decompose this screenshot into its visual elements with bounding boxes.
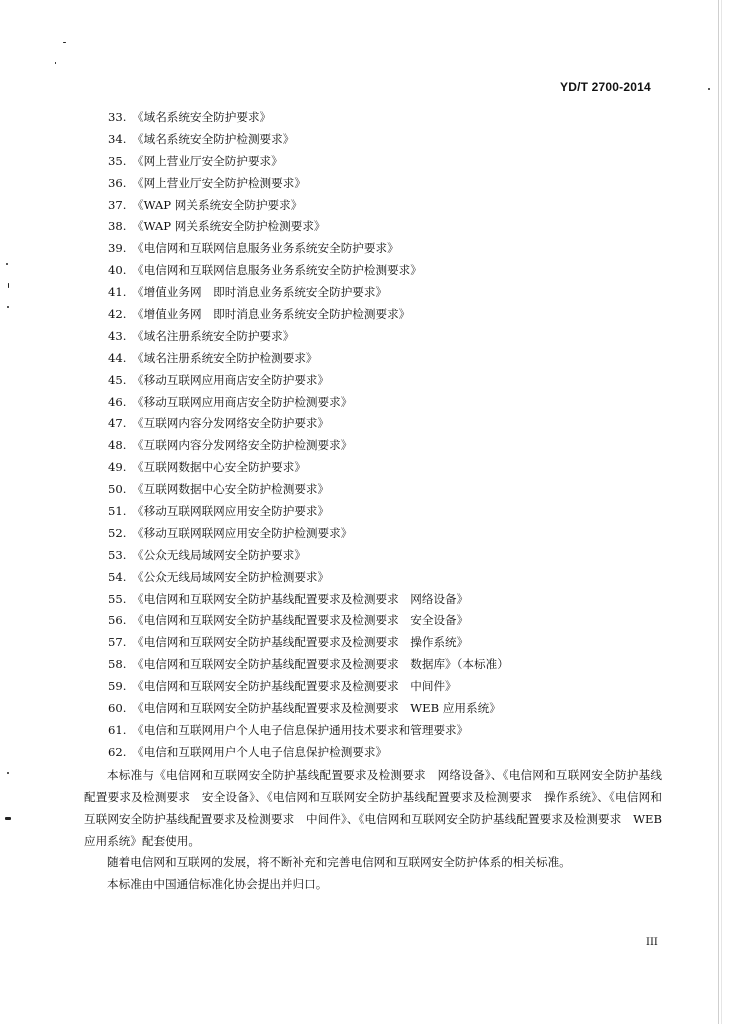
list-item-title: 《域名注册系统安全防护要求》 (132, 328, 295, 343)
list-item-title: 《电信网和互联网信息服务业务系统安全防护检测要求》 (132, 263, 422, 278)
list-item-title: 《电信网和互联网信息服务业务系统安全防护要求》 (132, 241, 399, 256)
list-item-number: 50. (108, 482, 127, 497)
list-item-number: 45. (108, 372, 127, 387)
list-item (108, 173, 509, 195)
list-item-title: 《移动互联网应用商店安全防护检测要求》 (132, 394, 353, 409)
list-item-number: 52. (108, 525, 127, 540)
list-item-number: 51. (108, 504, 127, 519)
list-item-title: 《网上营业厅安全防护要求》 (132, 153, 283, 168)
list-item-title: 《互联网数据中心安全防护检测要求》 (132, 482, 330, 497)
usage-paragraph: 本标准与《电信网和互联网安全防护基线配置要求及检测要求 网络设备》、《电信网和互联网安全防护基线配置要求及检测要求 安全设备》、《电信网和互联网安全防护基线配置要求及检测要求 操作系统》、《电信网和互联网安全防护基线配置要求及检测要求 中间件》、《电信网和互联网安全防护基线配置要求及检测要求 WEB应用系统》配套使用。 (84, 768, 662, 848)
list-item (108, 348, 509, 370)
scan-speck (63, 42, 66, 43)
list-item (108, 479, 509, 501)
list-item (108, 129, 509, 151)
scan-speck (7, 772, 9, 774)
list-item-title: 《域名系统安全防护检测要求》 (132, 131, 295, 146)
list-item-number: 43. (108, 328, 127, 343)
list-item (108, 326, 509, 348)
list-item (108, 676, 509, 698)
list-item-title: 《电信网和互联网安全防护基线配置要求及检测要求 操作系统》 (132, 635, 469, 650)
list-item-number: 40. (108, 263, 127, 278)
list-item (108, 151, 509, 173)
list-item-title: 《互联网内容分发网络安全防护要求》 (132, 416, 330, 431)
list-item-title: 《增值业务网 即时消息业务系统安全防护检测要求》 (132, 307, 411, 322)
list-item (108, 632, 509, 654)
list-item-title: 《互联网数据中心安全防护要求》 (132, 460, 306, 475)
list-item-number: 38. (108, 219, 127, 234)
list-item (108, 698, 509, 720)
standard-code: YD/T 2700-2014 (560, 80, 651, 94)
list-item-number: 49. (108, 460, 127, 475)
list-item (108, 545, 509, 567)
list-item-number: 57. (108, 635, 127, 650)
list-item (108, 107, 509, 129)
list-item-title: 《移动互联网应用商店安全防护要求》 (132, 372, 330, 387)
list-item-number: 34. (108, 131, 127, 146)
list-item (108, 457, 509, 479)
list-item-number: 44. (108, 350, 127, 365)
list-item-number: 46. (108, 394, 127, 409)
list-item (108, 654, 509, 676)
list-item-title: 《公众无线局域网安全防护要求》 (132, 547, 306, 562)
development-paragraph: 随着电信网和互联网的发展，将不断补充和完善电信网和互联网安全防护体系的相关标准。 (107, 855, 571, 869)
list-item-title: 《WAP 网关系统安全防护检测要求》 (132, 219, 326, 234)
list-item-title: 《互联网内容分发网络安全防护检测要求》 (132, 438, 353, 453)
list-item-number: 54. (108, 569, 127, 584)
scan-speck (6, 263, 8, 265)
list-item-number: 47. (108, 416, 127, 431)
page-edge-line (718, 0, 719, 1024)
list-item-title: 《电信网和互联网安全防护基线配置要求及检测要求 安全设备》 (132, 613, 469, 628)
list-item-number: 41. (108, 285, 127, 300)
list-item-title: 《公众无线局域网安全防护检测要求》 (132, 569, 330, 584)
list-item-title: 《网上营业厅安全防护检测要求》 (132, 175, 306, 190)
list-item-number: 62. (108, 744, 127, 759)
list-item-title: 《域名注册系统安全防护检测要求》 (132, 350, 318, 365)
list-item-number: 60. (108, 701, 127, 716)
list-item-number: 48. (108, 438, 127, 453)
list-item-title: 《电信网和互联网安全防护基线配置要求及检测要求 网络设备》 (132, 591, 469, 606)
list-item (108, 413, 509, 435)
scan-speck (8, 283, 9, 288)
list-item-title: 《域名系统安全防护要求》 (132, 110, 272, 124)
list-item-number: 58. (108, 657, 127, 672)
list-item-title: 《电信和互联网用户个人电子信息保护检测要求》 (132, 744, 388, 759)
list-item (108, 392, 509, 414)
list-item-number: 59. (108, 679, 127, 694)
list-item (108, 567, 509, 589)
proposer-paragraph: 本标准由中国通信标准化协会提出并归口。 (107, 877, 328, 891)
list-item (108, 720, 509, 742)
list-item (108, 370, 509, 392)
list-item (108, 238, 509, 260)
list-item (108, 610, 509, 632)
scan-speck (708, 88, 710, 90)
reference-list (108, 107, 509, 764)
list-item-number: 55. (108, 591, 127, 606)
list-item (108, 501, 509, 523)
list-item-title: 《增值业务网 即时消息业务系统安全防护要求》 (132, 285, 388, 300)
list-item (108, 260, 509, 282)
list-item (108, 435, 509, 457)
list-item-number: 37. (108, 197, 127, 212)
scan-speck (5, 817, 11, 820)
list-item-number: 33. (108, 110, 127, 124)
list-item-title: 《移动互联网联网应用安全防护检测要求》 (132, 525, 353, 540)
list-item (108, 195, 509, 217)
page-edge-line (721, 0, 722, 1024)
scan-speck (55, 62, 56, 64)
list-item (108, 742, 509, 764)
list-item-number: 61. (108, 722, 127, 737)
list-item (108, 304, 509, 326)
list-item-title: 《WAP 网关系统安全防护要求》 (132, 197, 303, 212)
list-item-number: 35. (108, 153, 127, 168)
list-item-title: 《电信网和互联网安全防护基线配置要求及检测要求 中间件》 (132, 679, 457, 694)
list-item-number: 36. (108, 175, 127, 190)
list-item-title: 《电信和互联网用户个人电子信息保护通用技术要求和管理要求》 (132, 722, 469, 737)
list-item (108, 589, 509, 611)
list-item-number: 53. (108, 547, 127, 562)
list-item-title: 《电信网和互联网安全防护基线配置要求及检测要求 WEB 应用系统》 (132, 701, 501, 716)
list-item-number: 42. (108, 307, 127, 322)
list-item-title: 《移动互联网联网应用安全防护要求》 (132, 504, 330, 519)
list-item-number: 39. (108, 241, 127, 256)
page-number: III (646, 937, 658, 948)
list-item-number: 56. (108, 613, 127, 628)
list-item (108, 523, 509, 545)
list-item-title: 《电信网和互联网安全防护基线配置要求及检测要求 数据库》（本标准） (132, 657, 509, 672)
scan-speck (7, 306, 9, 308)
list-item (108, 216, 509, 238)
list-item (108, 282, 509, 304)
